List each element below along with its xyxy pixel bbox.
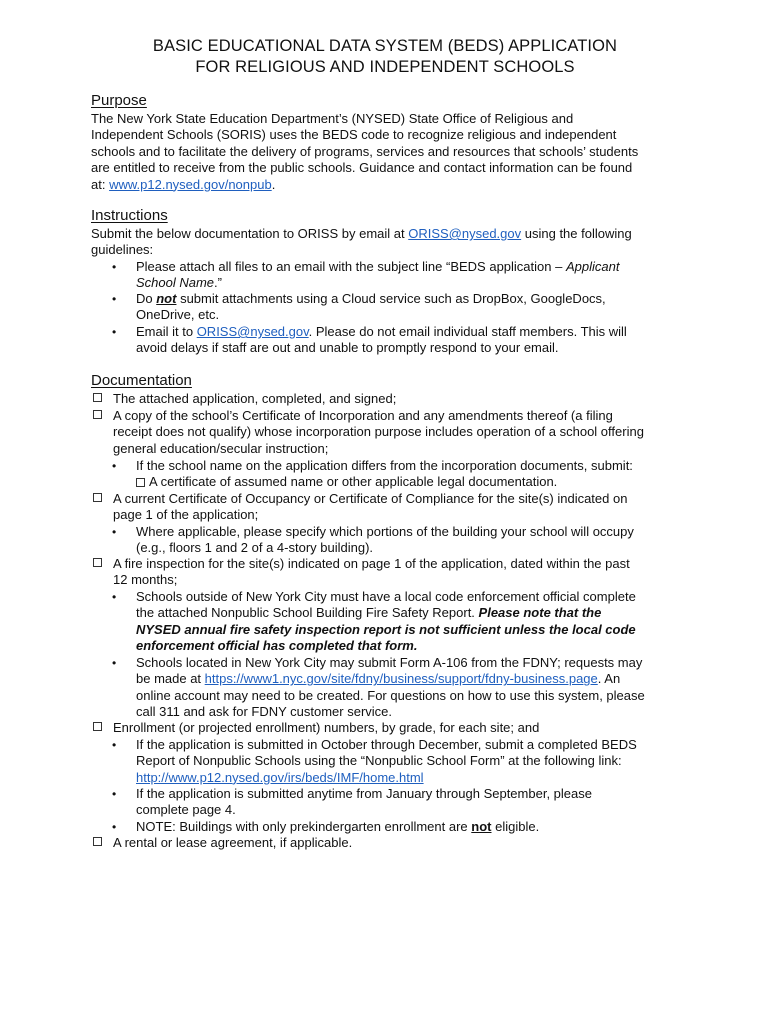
- purpose-paragraph: [91, 111, 691, 193]
- checkbox-icon[interactable]: [93, 722, 102, 731]
- purpose-line: The New York State Education Department’s (NYSED) State Office of Religious and: [91, 111, 574, 126]
- document-page: BASIC EDUCATIONAL DATA SYSTEM (BEDS) APPLICATION FOR RELIGIOUS AND INDEPENDENT SCHOOLS Purpose The New York State Education Department’s (NYSED) State Office of Religious and Independent Schools (SORIS) uses the BEDS code to recognize religious and independent schools and to facilitate the delivery of programs, services and resources that schools’ students are entitled to receive from the public schools. Guidance and contact information can be found at: www.p12.nysed.gov/nonpub. Instructions Submit the below documentation to ORISS by email at ORISS@nysed.gov using the following guidelines: • Please attach all files to an email with the subject line “BEDS application – Applicant School Name.” • Do not submit attachments using a Cloud service such as DropBox, GoogleDocs, OneDrive, etc. • Email it to ORISS@nysed.gov. Please do not email individual staff members. This will avoid delays if staff are out and unable to promptly respond to your email. Documentation The attached application, completed, and signed; A copy of the school’s Certificate of Incorporation and any amendments thereof (a filing receipt does not qualify) whose incorporation purpose includes operation of a school offering general education/secular instruction; • If the school name on the application differs from the incorporation documents, submit: A certificate of assumed name or other applicable legal documentation. A current Certificate of Occupancy or Certificate of Compliance for the site(s) indicated on page 1 of the application; • Where applicable, please specify which portions of the building your school will occupy (e.g., floors 1 and 2 of a 4-story building). A fire inspection for the site(s) indicated on page 1 of the application, dated within the past 12 months; • Schools outside of New York City must have a local code enforcement official complete the attached Nonpublic School Building Fire Safety Report. Please note that the NYSED annual fire safety inspection report is not sufficient unless the local code enforcement official has completed that form. • Schools located in New York City may submit Form A-106 from the FDNY; requests may be made at https://www1.nyc.gov/site/fdny/business/support/fdny-business.page. An online account may need to be created. For questions on how to use this system, please call 311 and ask for FDNY customer service. Enrollment (or projected enrollment) numbers, by grade, for each site; and • If the application is submitted in October through December, submit a completed BEDS Report of Nonpublic Schools using the “Nonpublic School Form” at the following link: http://www.p12.nysed.gov/irs/beds/IMF/home.html • If the application is submitted anytime from January through September, please complete page 4. • NOTE: Buildings with only prekindergarten enrollment are not eligible. A rental or lease agreement, if applicable.: [0, 0, 770, 1024]
- bullet-icon: •: [112, 260, 117, 274]
- nonpub-link[interactable]: www.p12.nysed.gov/nonpub: [109, 176, 272, 192]
- bullet-icon: •: [112, 525, 117, 539]
- purpose-line: at: www.p12.nysed.gov/nonpub.: [91, 176, 276, 192]
- checkbox-icon[interactable]: [93, 393, 102, 402]
- bullet-icon: •: [112, 325, 117, 339]
- purpose-line: schools and to facilitate the delivery of programs, services and resources that schools’ students: [91, 143, 639, 159]
- title-line-1: BASIC EDUCATIONAL DATA SYSTEM (BEDS) APPLICATION: [152, 37, 618, 55]
- page-title: [0, 36, 770, 77]
- oriss-email-link[interactable]: ORISS@nysed.gov: [408, 226, 522, 241]
- instructions-intro: Submit the below documentation to ORISS by email at ORISS@nysed.gov using the following guidelines:: [91, 226, 632, 258]
- bullet-icon: •: [112, 656, 117, 670]
- bullet-icon: •: [112, 459, 117, 473]
- checkbox-icon[interactable]: [93, 558, 102, 567]
- bullet-icon: •: [112, 738, 117, 752]
- bullet-icon: •: [112, 820, 117, 834]
- checkbox-icon[interactable]: [93, 410, 102, 419]
- purpose-line: Independent Schools (SORIS) uses the BEDS code to recognize religious and independent: [91, 127, 617, 143]
- instructions-heading: Instructions: [91, 207, 168, 224]
- beds-imf-link[interactable]: http://www.p12.nysed.gov/irs/beds/IMF/home.html: [136, 769, 424, 785]
- fdny-link[interactable]: https://www1.nyc.gov/site/fdny/business/support/fdny-business.page: [204, 671, 598, 687]
- checkbox-icon[interactable]: [93, 493, 102, 502]
- documentation-heading: Documentation: [91, 372, 192, 389]
- checkbox-icon[interactable]: [136, 478, 145, 487]
- purpose-line: are entitled to receive from the public schools. Guidance and contact information can be found: [91, 160, 633, 176]
- title-line-2: FOR RELIGIOUS AND INDEPENDENT SCHOOLS: [195, 57, 575, 76]
- bullet-icon: •: [112, 590, 117, 604]
- bullet-icon: •: [112, 787, 117, 801]
- purpose-heading: Purpose: [91, 92, 147, 109]
- bullet-icon: •: [112, 292, 117, 306]
- oriss-email-link-2[interactable]: ORISS@nysed.gov: [196, 324, 309, 339]
- checkbox-icon[interactable]: [93, 837, 102, 846]
